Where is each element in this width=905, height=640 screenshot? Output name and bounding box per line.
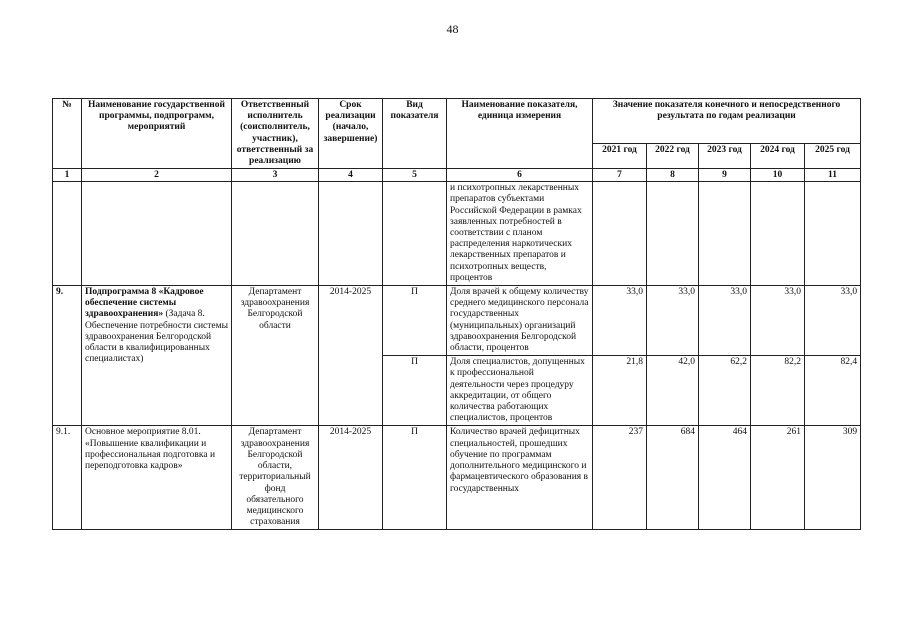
column-number: 7 [593,169,647,182]
value-2023: 33,0 [699,286,751,356]
header-values-group: Значение показателя конечного и непосредственного результата по годам реализации [593,99,861,144]
indicators-table [52,98,861,530]
row-main-activity-8-01 [53,426,861,530]
term: 2014-2025 [319,286,383,426]
value-2021: 237 [593,426,647,530]
value-2022: 33,0 [647,286,699,356]
header-year: 2021 год [593,144,647,169]
value-2024: 33,0 [751,286,805,356]
value-2023: 62,2 [699,356,751,426]
header-year: 2023 год [699,144,751,169]
column-number-row [53,169,861,182]
indicator-name: Доля специалистов, допущенных к профессиональной деятельности через процедуру аккредитации, от общего количества работающих специалистов, процентов [447,356,593,426]
column-number: 3 [232,169,319,182]
header-year: 2024 год [751,144,805,169]
column-number: 5 [383,169,447,182]
indicator-name: и психотропных лекарственных препаратов субъектами Российской Федерации в рамках заявленных потребностей в соответствии с планом распределения наркотических лекарственных препаратов и психотропных веществ, процентов [447,182,593,286]
header-indicator-type: Вид показателя [383,99,447,169]
header-executor: Ответственный исполнитель (соисполнитель, участник), ответственный за реализацию [232,99,319,169]
header-row [53,99,861,144]
subprogram-task: (Задача 8. Обеспечение потребности системы здравоохранения Белгородской области в квалифицированных специалистах) [85,309,229,365]
column-number: 11 [805,169,861,182]
header-program-name: Наименование государственной программы, подпрограмм, мероприятий [82,99,232,169]
subprogram-name [82,286,232,426]
value-2025: 33,0 [805,286,861,356]
value-2021: 21,8 [593,356,647,426]
indicator-type: П [383,286,447,356]
column-number: 4 [319,169,383,182]
value-2025: 82,4 [805,356,861,426]
header-term: Срок реализации (начало, завершение) [319,99,383,169]
value-2022: 684 [647,426,699,530]
column-number: 2 [82,169,232,182]
value-2025: 309 [805,426,861,530]
value-2024: 261 [751,426,805,530]
column-number: 6 [447,169,593,182]
header-num: № [53,99,82,169]
indicator-name: Количество врачей дефицитных специальностей, прошедших обучение по программам дополнительного медицинского и фармацевтического образования в государственных [447,426,593,530]
continuation-row [53,182,861,286]
header-indicator-name: Наименование показателя, единица измерения [447,99,593,169]
activity-name: Основное мероприятие 8.01. «Повышение квалификации и профессиональная подготовка и переподготовка кадров» [82,426,232,530]
column-number: 1 [53,169,82,182]
page-number: 48 [446,22,459,36]
row-subprogram-8 [53,286,861,356]
value-2022: 42,0 [647,356,699,426]
row-number: 9.1. [53,426,82,530]
value-2023: 464 [699,426,751,530]
indicator-type: П [383,426,447,530]
header-year: 2022 год [647,144,699,169]
indicator-type: П [383,356,447,426]
column-number: 8 [647,169,699,182]
executor: Департамент здравоохранения Белгородской области, территориальный фонд обязательного медицинского страхования [232,426,319,530]
header-year: 2025 год [805,144,861,169]
row-number: 9. [53,286,82,426]
column-number: 10 [751,169,805,182]
subprogram-title: Подпрограмма 8 «Кадровое обеспечение системы здравоохранения» [85,287,204,320]
value-2024: 82,2 [751,356,805,426]
indicator-name: Доля врачей к общему количеству среднего медицинского персонала государственных (муниципальных) организаций здравоохранения Белгородской области, процентов [447,286,593,356]
term: 2014-2025 [319,426,383,530]
column-number: 9 [699,169,751,182]
executor: Департамент здравоохранения Белгородской области [232,286,319,426]
value-2021: 33,0 [593,286,647,356]
